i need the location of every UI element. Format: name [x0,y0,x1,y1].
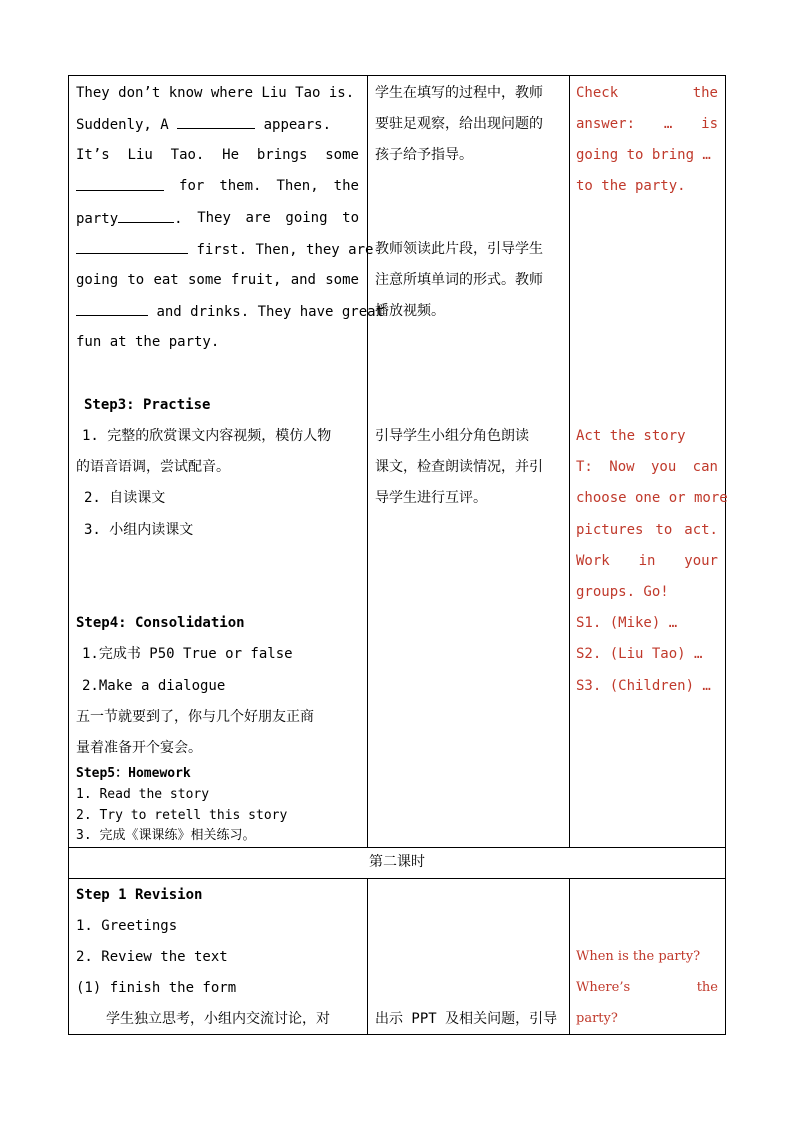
revision-item-2: 2. Review the text [76,949,228,965]
story-line-4: for them. Then, the [76,176,359,196]
step4-item-3b: 量着准备开个宴会。 [76,740,202,756]
teacher-instruction-4: Work in your [576,553,718,569]
going-line: going to bring … [576,147,711,163]
teacher-instruction-1: T: Now you can [576,459,718,475]
teacher-note-2c: 播放视频。 [375,303,445,319]
teacher-note-3c: 导学生进行互评。 [375,490,487,506]
table-border-top [68,75,726,76]
column-divider-1-lower [367,878,368,1035]
blank-fill-4 [76,239,188,254]
teacher-note-2a: 教师领读此片段，引导学生 [375,241,543,257]
teacher-note-3a: 引导学生小组分角色朗读 [375,428,529,444]
table-border-right [725,75,726,1035]
student-role-3: S3. (Children) … [576,678,711,694]
revision-item-3: (1) finish the form [76,980,237,996]
teacher-instruction-5: groups. Go! [576,584,669,600]
table-border-bottom [68,1034,726,1035]
column-divider-2-lower [569,878,570,1035]
check-line: Check the [576,85,718,101]
blank-fill-5 [76,301,148,316]
step4-item-2: 2.Make a dialogue [82,678,226,694]
row-divider-2 [68,878,726,879]
story-line-8: and drinks. They have great [76,301,384,322]
lesson-plan-table [68,75,726,1035]
story-line-1: They don’t know where Liu Tao is. [76,85,355,101]
story-line-9: fun at the party. [76,334,220,350]
step5-title: Step5：Homework [76,766,191,781]
story-line-6: first. Then, they are [76,239,373,260]
second-lesson-header: 第二课时 [369,854,425,870]
step5-item-1: 1. Read the story [76,787,210,802]
step3-item-1b: 的语音语调，尝试配音。 [76,459,230,475]
step5-item-3: 3. 完成《课课练》相关练习。 [76,828,256,843]
question-party: party? [576,1011,618,1026]
column-divider-1 [367,75,368,847]
story-line-3: It’s Liu Tao. He brings some [76,147,359,163]
table-border-left [68,75,69,1035]
revision-title: Step 1 Revision [76,887,203,903]
teacher-instruction-2: choose one or more [576,490,728,506]
step4-item-3a: 五一节就要到了，你与几个好朋友正商 [76,709,314,725]
step3-item-3: 3. 小组内读课文 [84,522,194,538]
revision-teacher-note: 出示 PPT 及相关问题，引导 [375,1011,558,1027]
party-line: to the party. [576,178,686,194]
step3-title: Step3: Practise [84,397,211,413]
teacher-note-1a: 学生在填写的过程中，教师 [375,85,543,101]
revision-item-1: 1. Greetings [76,918,178,934]
teacher-instruction-3: pictures to act. [576,522,718,538]
act-story: Act the story [576,428,686,444]
step4-item-1: 1.完成书 P50 True or false [82,646,293,662]
blank-fill-2 [76,176,164,191]
step5-item-2: 2. Try to retell this story [76,808,288,823]
question-where: Where’s the [576,980,718,995]
student-role-2: S2. (Liu Tao) … [576,646,703,662]
question-when: When is the party? [576,949,701,964]
step4-title: Step4: Consolidation [76,615,245,631]
story-line-7: going to eat some fruit, and some [76,272,359,288]
answer-line: answer: … is [576,116,718,132]
step3-item-1a: 1. 完整的欣赏课文内容视频，模仿人物 [82,428,332,444]
row-divider-1 [68,847,726,848]
blank-fill-3 [118,208,174,223]
story-line-5: party . They are going to [76,210,359,227]
step3-item-2: 2. 自读课文 [84,490,166,506]
blank-fill-1 [177,114,255,129]
student-role-1: S1. (Mike) … [576,615,678,631]
teacher-note-3b: 课文，检查朗读情况，并引 [375,459,543,475]
teacher-note-1b: 要驻足观察，给出现问题的 [375,116,543,132]
column-divider-2 [569,75,570,847]
teacher-note-1c: 孩子给予指导。 [375,147,473,163]
story-line-2: Suddenly, A appears. [76,114,331,135]
revision-item-4: 学生独立思考，小组内交流讨论，对 [106,1011,330,1027]
teacher-note-2b: 注意所填单词的形式。教师 [375,272,543,288]
